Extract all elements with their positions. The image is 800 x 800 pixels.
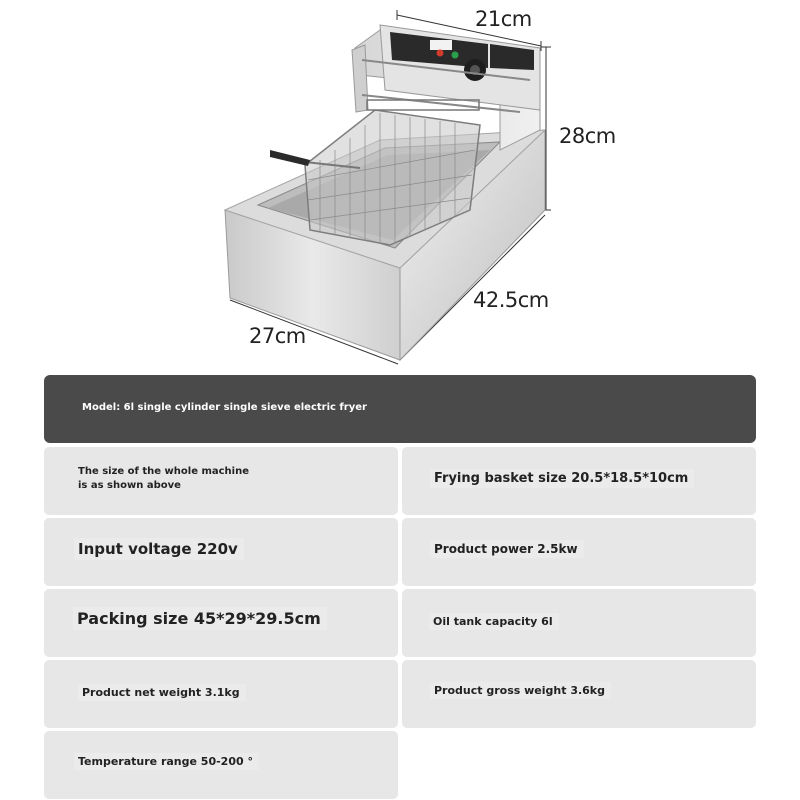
spec-whole-machine-line1: The size of the whole machine bbox=[78, 466, 249, 477]
height-label: 28cm bbox=[559, 124, 616, 148]
electric-fryer-illustration bbox=[0, 0, 800, 370]
spec-basket-size bbox=[402, 447, 756, 515]
spec-net-weight bbox=[44, 660, 398, 728]
spec-oil-tank bbox=[402, 589, 756, 657]
spec-gross-weight bbox=[402, 660, 756, 728]
spec-input-voltage-text: Input voltage 220v bbox=[74, 538, 244, 560]
spec-gross-weight-text: Product gross weight 3.6kg bbox=[430, 682, 611, 699]
spec-net-weight-text: Product net weight 3.1kg bbox=[78, 684, 246, 701]
spec-whole-machine-line2: is as shown above bbox=[78, 480, 181, 491]
model-text: Model: 6l single cylinder single sieve electric fryer bbox=[82, 402, 367, 413]
spec-whole-machine bbox=[44, 447, 398, 515]
spec-temperature bbox=[44, 731, 398, 799]
product-image-area bbox=[0, 0, 800, 370]
spec-product-power-text: Product power 2.5kw bbox=[430, 540, 584, 558]
spec-packing-size-text: Packing size 45*29*29.5cm bbox=[73, 607, 327, 630]
spec-oil-tank-text: Oil tank capacity 6l bbox=[429, 613, 559, 630]
length-label: 42.5cm bbox=[473, 288, 549, 312]
depth-label: 27cm bbox=[249, 324, 306, 348]
spec-product-power bbox=[402, 518, 756, 586]
spec-basket-size-text: Frying basket size 20.5*18.5*10cm bbox=[430, 469, 694, 488]
width-label: 21cm bbox=[475, 7, 532, 31]
model-banner bbox=[44, 375, 756, 443]
spec-temperature-text: Temperature range 50-200 ° bbox=[74, 753, 259, 770]
spec-input-voltage bbox=[44, 518, 398, 586]
spec-packing-size bbox=[44, 589, 398, 657]
